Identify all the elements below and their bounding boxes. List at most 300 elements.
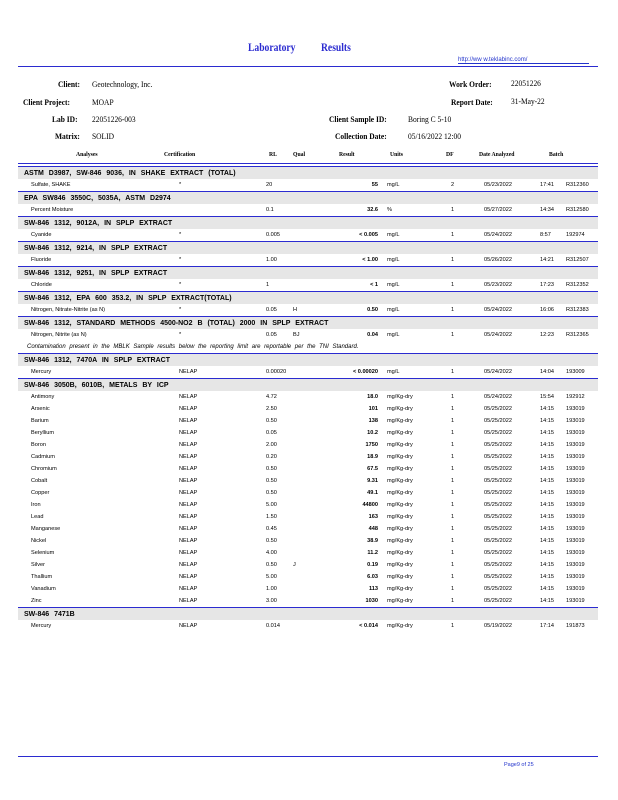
col-units: Units — [390, 151, 404, 158]
certification-value: NELAP — [179, 562, 198, 568]
df-value: 1 — [451, 394, 455, 400]
certification-value: NELAP — [179, 538, 198, 544]
df-value: 1 — [451, 257, 455, 263]
time-analyzed-value: 16:06 — [540, 307, 554, 313]
method-header: SW-846 3050B, 6010B, METALS BY ICP — [18, 378, 598, 391]
units-value: mg/Kg-dry — [387, 574, 413, 580]
analyte-name: Copper — [31, 490, 50, 496]
client-value: Geotechnology, Inc. — [92, 79, 153, 89]
df-value: 1 — [451, 490, 455, 496]
analyte-name: Manganese — [31, 526, 61, 532]
df-value: 2 — [451, 182, 455, 188]
batch-value: 193019 — [566, 514, 585, 520]
analyte-name: Percent Moisture — [31, 207, 74, 213]
date-analyzed-value: 05/23/2022 — [484, 282, 512, 288]
rl-value: 0.45 — [266, 526, 277, 532]
time-analyzed-value: 14:34 — [540, 207, 554, 213]
rl-value: 0.50 — [266, 418, 277, 424]
time-analyzed-value: 14:15 — [540, 466, 554, 472]
batch-value: 193019 — [566, 430, 585, 436]
time-analyzed-value: 15:54 — [540, 394, 554, 400]
time-analyzed-value: 14:15 — [540, 442, 554, 448]
rl-value: 0.1 — [266, 207, 274, 213]
rl-value: 0.50 — [266, 538, 277, 544]
df-value: 1 — [451, 514, 455, 520]
date-analyzed-value: 05/26/2022 — [484, 257, 512, 263]
result-value: 1030 — [365, 598, 378, 604]
batch-value: R312580 — [566, 207, 589, 213]
col-df: DF — [446, 151, 454, 158]
df-value: 1 — [451, 418, 455, 424]
table-row — [18, 511, 598, 523]
units-value: mg/L — [387, 369, 400, 375]
batch-value: 193019 — [566, 538, 585, 544]
certification-value: NELAP — [179, 369, 198, 375]
certification-value: NELAP — [179, 598, 198, 604]
df-value: 1 — [451, 332, 455, 338]
result-value: < 0.005 — [359, 232, 378, 238]
analyte-name: Zinc — [31, 598, 42, 604]
table-row — [18, 463, 598, 475]
result-value: 44800 — [362, 502, 378, 508]
certification-value: NELAP — [179, 394, 198, 400]
units-value: mg/L — [387, 282, 400, 288]
table-row — [18, 329, 598, 341]
units-value: mg/Kg-dry — [387, 526, 413, 532]
table-row — [18, 595, 598, 607]
result-value: 10.2 — [367, 430, 378, 436]
date-analyzed-value: 05/24/2022 — [484, 369, 512, 375]
result-value: 6.03 — [367, 574, 378, 580]
client-project-label: Client Project: — [23, 97, 71, 107]
date-analyzed-value: 05/24/2022 — [484, 307, 512, 313]
time-analyzed-value: 14:15 — [540, 526, 554, 532]
table-row — [18, 620, 598, 632]
rl-value: 3.00 — [266, 598, 277, 604]
certification-value: NELAP — [179, 430, 198, 436]
work-order-value: 22051226 — [511, 78, 541, 88]
client-label: Client: — [58, 79, 81, 89]
rl-value: 0.05 — [266, 332, 277, 338]
time-analyzed-value: 14:15 — [540, 418, 554, 424]
table-row — [18, 279, 598, 291]
date-analyzed-value: 05/25/2022 — [484, 586, 512, 592]
table-row — [18, 427, 598, 439]
result-value: < 1.00 — [362, 257, 378, 263]
batch-value: 193019 — [566, 562, 585, 568]
page-number: Page9 of 25 — [504, 762, 534, 768]
units-value: mg/L — [387, 257, 400, 263]
table-row — [18, 403, 598, 415]
date-analyzed-value: 05/24/2022 — [484, 394, 512, 400]
certification-value: NELAP — [179, 586, 198, 592]
df-value: 1 — [451, 574, 455, 580]
time-analyzed-value: 17:14 — [540, 623, 554, 629]
time-analyzed-value: 14:21 — [540, 257, 554, 263]
analyte-name: Sulfate, SHAKE — [31, 182, 71, 188]
date-analyzed-value: 05/25/2022 — [484, 550, 512, 556]
lab-website-link[interactable]: http://ww w.teklabinc.com/ — [458, 57, 589, 64]
result-value: 101 — [368, 406, 378, 412]
table-row — [18, 304, 598, 316]
rl-value: 0.05 — [266, 307, 277, 313]
units-value: mg/Kg-dry — [387, 442, 413, 448]
rl-value: 4.00 — [266, 550, 277, 556]
table-row — [18, 535, 598, 547]
section-note: Contamination present in the MBLK Sample results below the reporting limit are reportable per the TNI Standard. — [27, 344, 359, 350]
result-value: < 0.014 — [359, 623, 378, 629]
df-value: 1 — [451, 282, 455, 288]
df-value: 1 — [451, 478, 455, 484]
method-header: SW-846 1312, 9214, IN SPLP EXTRACT — [18, 241, 598, 254]
table-row — [18, 523, 598, 535]
collection-date-value: 05/16/2022 12:00 — [408, 131, 461, 141]
result-value: 0.50 — [367, 307, 378, 313]
units-value: mg/L — [387, 332, 400, 338]
units-value: mg/Kg-dry — [387, 550, 413, 556]
table-row — [18, 547, 598, 559]
batch-value: 193019 — [566, 526, 585, 532]
certification-value: * — [179, 307, 182, 313]
certification-value: NELAP — [179, 418, 198, 424]
title-results: Results — [321, 40, 351, 54]
time-analyzed-value: 14:15 — [540, 586, 554, 592]
col-qual: Qual — [293, 151, 306, 158]
table-row — [18, 204, 598, 216]
batch-value: 191873 — [566, 623, 585, 629]
result-value: 1750 — [365, 442, 378, 448]
units-value: mg/Kg-dry — [387, 502, 413, 508]
df-value: 1 — [451, 586, 455, 592]
result-value: 11.2 — [367, 550, 378, 556]
batch-value: 193019 — [566, 598, 585, 604]
result-value: 448 — [368, 526, 378, 532]
certification-value: NELAP — [179, 574, 198, 580]
date-analyzed-value: 05/25/2022 — [484, 574, 512, 580]
table-row — [18, 583, 598, 595]
analyte-name: Arsenic — [31, 406, 50, 412]
analyte-name: Chloride — [31, 282, 52, 288]
method-header: SW-846 1312, 7470A IN SPLP EXTRACT — [18, 353, 598, 366]
rl-value: 1.00 — [266, 586, 277, 592]
analyte-name: Vanadium — [31, 586, 56, 592]
column-header-row — [18, 150, 598, 164]
analyte-name: Lead — [31, 514, 44, 520]
df-value: 1 — [451, 502, 455, 508]
rl-value: 20 — [266, 182, 273, 188]
table-row — [18, 229, 598, 241]
date-analyzed-value: 05/24/2022 — [484, 232, 512, 238]
date-analyzed-value: 05/25/2022 — [484, 430, 512, 436]
df-value: 1 — [451, 466, 455, 472]
units-value: mg/Kg-dry — [387, 430, 413, 436]
col-rl: RL — [269, 151, 277, 158]
batch-value: R312383 — [566, 307, 589, 313]
method-header: EPA SW846 3550C, 5035A, ASTM D2974 — [18, 191, 598, 204]
certification-value: * — [179, 182, 182, 188]
certification-value: NELAP — [179, 502, 198, 508]
batch-value: 193019 — [566, 574, 585, 580]
batch-value: 192974 — [566, 232, 585, 238]
rl-value: 0.00020 — [266, 369, 287, 375]
result-value: 0.19 — [367, 562, 378, 568]
analyte-name: Boron — [31, 442, 46, 448]
date-analyzed-value: 05/27/2022 — [484, 207, 512, 213]
time-analyzed-value: 14:15 — [540, 562, 554, 568]
units-value: mg/Kg-dry — [387, 394, 413, 400]
report-date-value: 31-May-22 — [511, 96, 545, 106]
time-analyzed-value: 14:15 — [540, 574, 554, 580]
result-value: 49.1 — [367, 490, 378, 496]
df-value: 1 — [451, 307, 455, 313]
qual-value: J — [293, 562, 296, 568]
rl-value: 0.005 — [266, 232, 280, 238]
table-row — [18, 179, 598, 191]
date-analyzed-value: 05/25/2022 — [484, 418, 512, 424]
rl-value: 0.50 — [266, 466, 277, 472]
batch-value: 193019 — [566, 478, 585, 484]
batch-value: R312365 — [566, 332, 589, 338]
certification-value: NELAP — [179, 550, 198, 556]
result-value: 0.04 — [367, 332, 378, 338]
date-analyzed-value: 05/25/2022 — [484, 490, 512, 496]
time-analyzed-value: 17:41 — [540, 182, 554, 188]
client-sample-id-value: Boring C 5-10 — [408, 114, 452, 124]
df-value: 1 — [451, 598, 455, 604]
result-value: 18.9 — [367, 454, 378, 460]
analyte-name: Nickel — [31, 538, 47, 544]
rl-value: 0.50 — [266, 490, 277, 496]
units-value: mg/Kg-dry — [387, 418, 413, 424]
batch-value: 193019 — [566, 490, 585, 496]
time-analyzed-value: 8:57 — [540, 232, 551, 238]
lab-id-value: 22051226-003 — [92, 114, 136, 124]
col-analyses: Analyses — [76, 151, 98, 158]
units-value: mg/Kg-dry — [387, 478, 413, 484]
certification-value: NELAP — [179, 478, 198, 484]
certification-value: NELAP — [179, 466, 198, 472]
units-value: mg/Kg-dry — [387, 623, 413, 629]
time-analyzed-value: 14:04 — [540, 369, 554, 375]
method-header: SW-846 1312, STANDARD METHODS 4500-NO2 B (TOTAL) 2000 IN SPLP EXTRACT — [18, 316, 598, 329]
table-row — [18, 391, 598, 403]
rl-value: 2.50 — [266, 406, 277, 412]
analyte-name: Antimony — [31, 394, 55, 400]
date-analyzed-value: 05/25/2022 — [484, 478, 512, 484]
table-row — [18, 254, 598, 266]
rl-value: 0.20 — [266, 454, 277, 460]
analyte-name: Beryllium — [31, 430, 55, 436]
certification-value: * — [179, 232, 182, 238]
df-value: 1 — [451, 232, 455, 238]
batch-value: 193019 — [566, 406, 585, 412]
batch-value: 193019 — [566, 586, 585, 592]
batch-value: 193019 — [566, 442, 585, 448]
analyte-name: Iron — [31, 502, 41, 508]
rl-value: 1 — [266, 282, 270, 288]
batch-value: 193019 — [566, 550, 585, 556]
result-value: 55 — [371, 182, 378, 188]
analyte-name: Nitrogen, Nitrite (as N) — [31, 332, 87, 338]
col-certification: Certification — [164, 151, 196, 158]
certification-value: NELAP — [179, 514, 198, 520]
date-analyzed-value: 05/25/2022 — [484, 514, 512, 520]
table-row — [18, 439, 598, 451]
report-date-label: Report Date: — [451, 97, 493, 107]
certification-value: NELAP — [179, 442, 198, 448]
time-analyzed-value: 14:15 — [540, 514, 554, 520]
certification-value: * — [179, 332, 182, 338]
date-analyzed-value: 05/19/2022 — [484, 623, 512, 629]
rl-value: 0.50 — [266, 562, 277, 568]
result-value: 113 — [368, 586, 378, 592]
units-value: mg/Kg-dry — [387, 514, 413, 520]
batch-value: R312352 — [566, 282, 589, 288]
units-value: mg/Kg-dry — [387, 586, 413, 592]
units-value: mg/L — [387, 307, 400, 313]
batch-value: R312507 — [566, 257, 589, 263]
method-header: SW-846 1312, 9012A, IN SPLP EXTRACT — [18, 216, 598, 229]
batch-value: 193019 — [566, 418, 585, 424]
time-analyzed-value: 14:15 — [540, 538, 554, 544]
analyte-name: Chromium — [31, 466, 57, 472]
analyte-name: Thallium — [31, 574, 53, 580]
units-value: mg/Kg-dry — [387, 454, 413, 460]
time-analyzed-value: 14:15 — [540, 490, 554, 496]
date-analyzed-value: 05/25/2022 — [484, 406, 512, 412]
result-value: 163 — [368, 514, 378, 520]
time-analyzed-value: 14:15 — [540, 502, 554, 508]
rl-value: 2.00 — [266, 442, 277, 448]
df-value: 1 — [451, 550, 455, 556]
table-row — [18, 415, 598, 427]
date-analyzed-value: 05/25/2022 — [484, 454, 512, 460]
units-value: mg/Kg-dry — [387, 598, 413, 604]
time-analyzed-value: 14:15 — [540, 550, 554, 556]
units-value: % — [387, 207, 392, 213]
footer-divider — [18, 756, 598, 757]
result-value: 38.9 — [367, 538, 378, 544]
qual-value: H — [293, 307, 298, 313]
df-value: 1 — [451, 442, 455, 448]
method-header: SW-846 1312, EPA 600 353.2, IN SPLP EXTRACT(TOTAL) — [18, 291, 598, 304]
rl-value: 1.50 — [266, 514, 277, 520]
analyte-name: Barium — [31, 418, 49, 424]
batch-value: 193019 — [566, 454, 585, 460]
lab-id-label: Lab ID: — [52, 114, 78, 124]
date-analyzed-value: 05/24/2022 — [484, 332, 512, 338]
certification-value: NELAP — [179, 490, 198, 496]
df-value: 1 — [451, 562, 455, 568]
work-order-label: Work Order: — [449, 79, 492, 89]
matrix-label: Matrix: — [55, 131, 80, 141]
units-value: mg/L — [387, 182, 400, 188]
analyte-name: Mercury — [31, 623, 52, 629]
units-value: mg/Kg-dry — [387, 466, 413, 472]
analyte-name: Cobalt — [31, 478, 48, 484]
rl-value: 5.00 — [266, 502, 277, 508]
df-value: 1 — [451, 406, 455, 412]
table-row — [18, 559, 598, 571]
df-value: 1 — [451, 207, 455, 213]
result-value: 138 — [368, 418, 378, 424]
result-value: 9.31 — [367, 478, 378, 484]
analyte-name: Cyanide — [31, 232, 52, 238]
qual-value: BJ — [293, 332, 300, 338]
certification-value: NELAP — [179, 454, 198, 460]
result-value: < 0.00020 — [352, 369, 378, 375]
units-value: mg/Kg-dry — [387, 562, 413, 568]
matrix-value: SOLID — [92, 131, 115, 141]
col-batch: Batch — [549, 151, 564, 158]
units-value: mg/Kg-dry — [387, 406, 413, 412]
title-laboratory: Laboratory — [248, 40, 296, 54]
result-value: < 1 — [370, 282, 378, 288]
date-analyzed-value: 05/25/2022 — [484, 466, 512, 472]
table-row — [18, 475, 598, 487]
time-analyzed-value: 17:23 — [540, 282, 554, 288]
header-divider — [18, 66, 598, 67]
rl-value: 0.50 — [266, 478, 277, 484]
analyte-name: Fluoride — [31, 257, 52, 263]
batch-value: 193019 — [566, 502, 585, 508]
time-analyzed-value: 14:15 — [540, 598, 554, 604]
table-row — [18, 499, 598, 511]
time-analyzed-value: 14:15 — [540, 430, 554, 436]
col-result: Result — [339, 151, 355, 158]
certification-value: NELAP — [179, 406, 198, 412]
result-value: 32.6 — [367, 207, 378, 213]
df-value: 1 — [451, 430, 455, 436]
df-value: 1 — [451, 454, 455, 460]
rl-value: 0.05 — [266, 430, 277, 436]
rl-value: 0.014 — [266, 623, 280, 629]
batch-value: R312360 — [566, 182, 589, 188]
date-analyzed-value: 05/25/2022 — [484, 598, 512, 604]
df-value: 1 — [451, 623, 455, 629]
results-table — [18, 166, 598, 632]
time-analyzed-value: 14:15 — [540, 478, 554, 484]
client-project-value: MOAP — [92, 97, 114, 107]
analyte-name: Silver — [31, 562, 45, 568]
units-value: mg/L — [387, 232, 400, 238]
date-analyzed-value: 05/25/2022 — [484, 562, 512, 568]
table-row — [18, 487, 598, 499]
df-value: 1 — [451, 538, 455, 544]
certification-value: * — [179, 282, 182, 288]
time-analyzed-value: 14:15 — [540, 454, 554, 460]
table-row — [18, 366, 598, 378]
time-analyzed-value: 14:15 — [540, 406, 554, 412]
method-header: SW-846 1312, 9251, IN SPLP EXTRACT — [18, 266, 598, 279]
rl-value: 4.72 — [266, 394, 277, 400]
date-analyzed-value: 05/25/2022 — [484, 538, 512, 544]
collection-date-label: Collection Date: — [335, 131, 387, 141]
client-sample-id-label: Client Sample ID: — [329, 114, 387, 124]
col-date-analyzed: Date Analyzed — [479, 151, 515, 158]
units-value: mg/Kg-dry — [387, 490, 413, 496]
analyte-name: Cadmium — [31, 454, 55, 460]
certification-value: * — [179, 257, 182, 263]
analyte-name: Nitrogen, Nitrate-Nitrite (as N) — [31, 307, 105, 313]
result-value: 18.0 — [367, 394, 378, 400]
date-analyzed-value: 05/25/2022 — [484, 526, 512, 532]
batch-value: 192912 — [566, 394, 585, 400]
date-analyzed-value: 05/23/2022 — [484, 182, 512, 188]
certification-value: NELAP — [179, 623, 198, 629]
units-value: mg/Kg-dry — [387, 538, 413, 544]
analyte-name: Mercury — [31, 369, 52, 375]
